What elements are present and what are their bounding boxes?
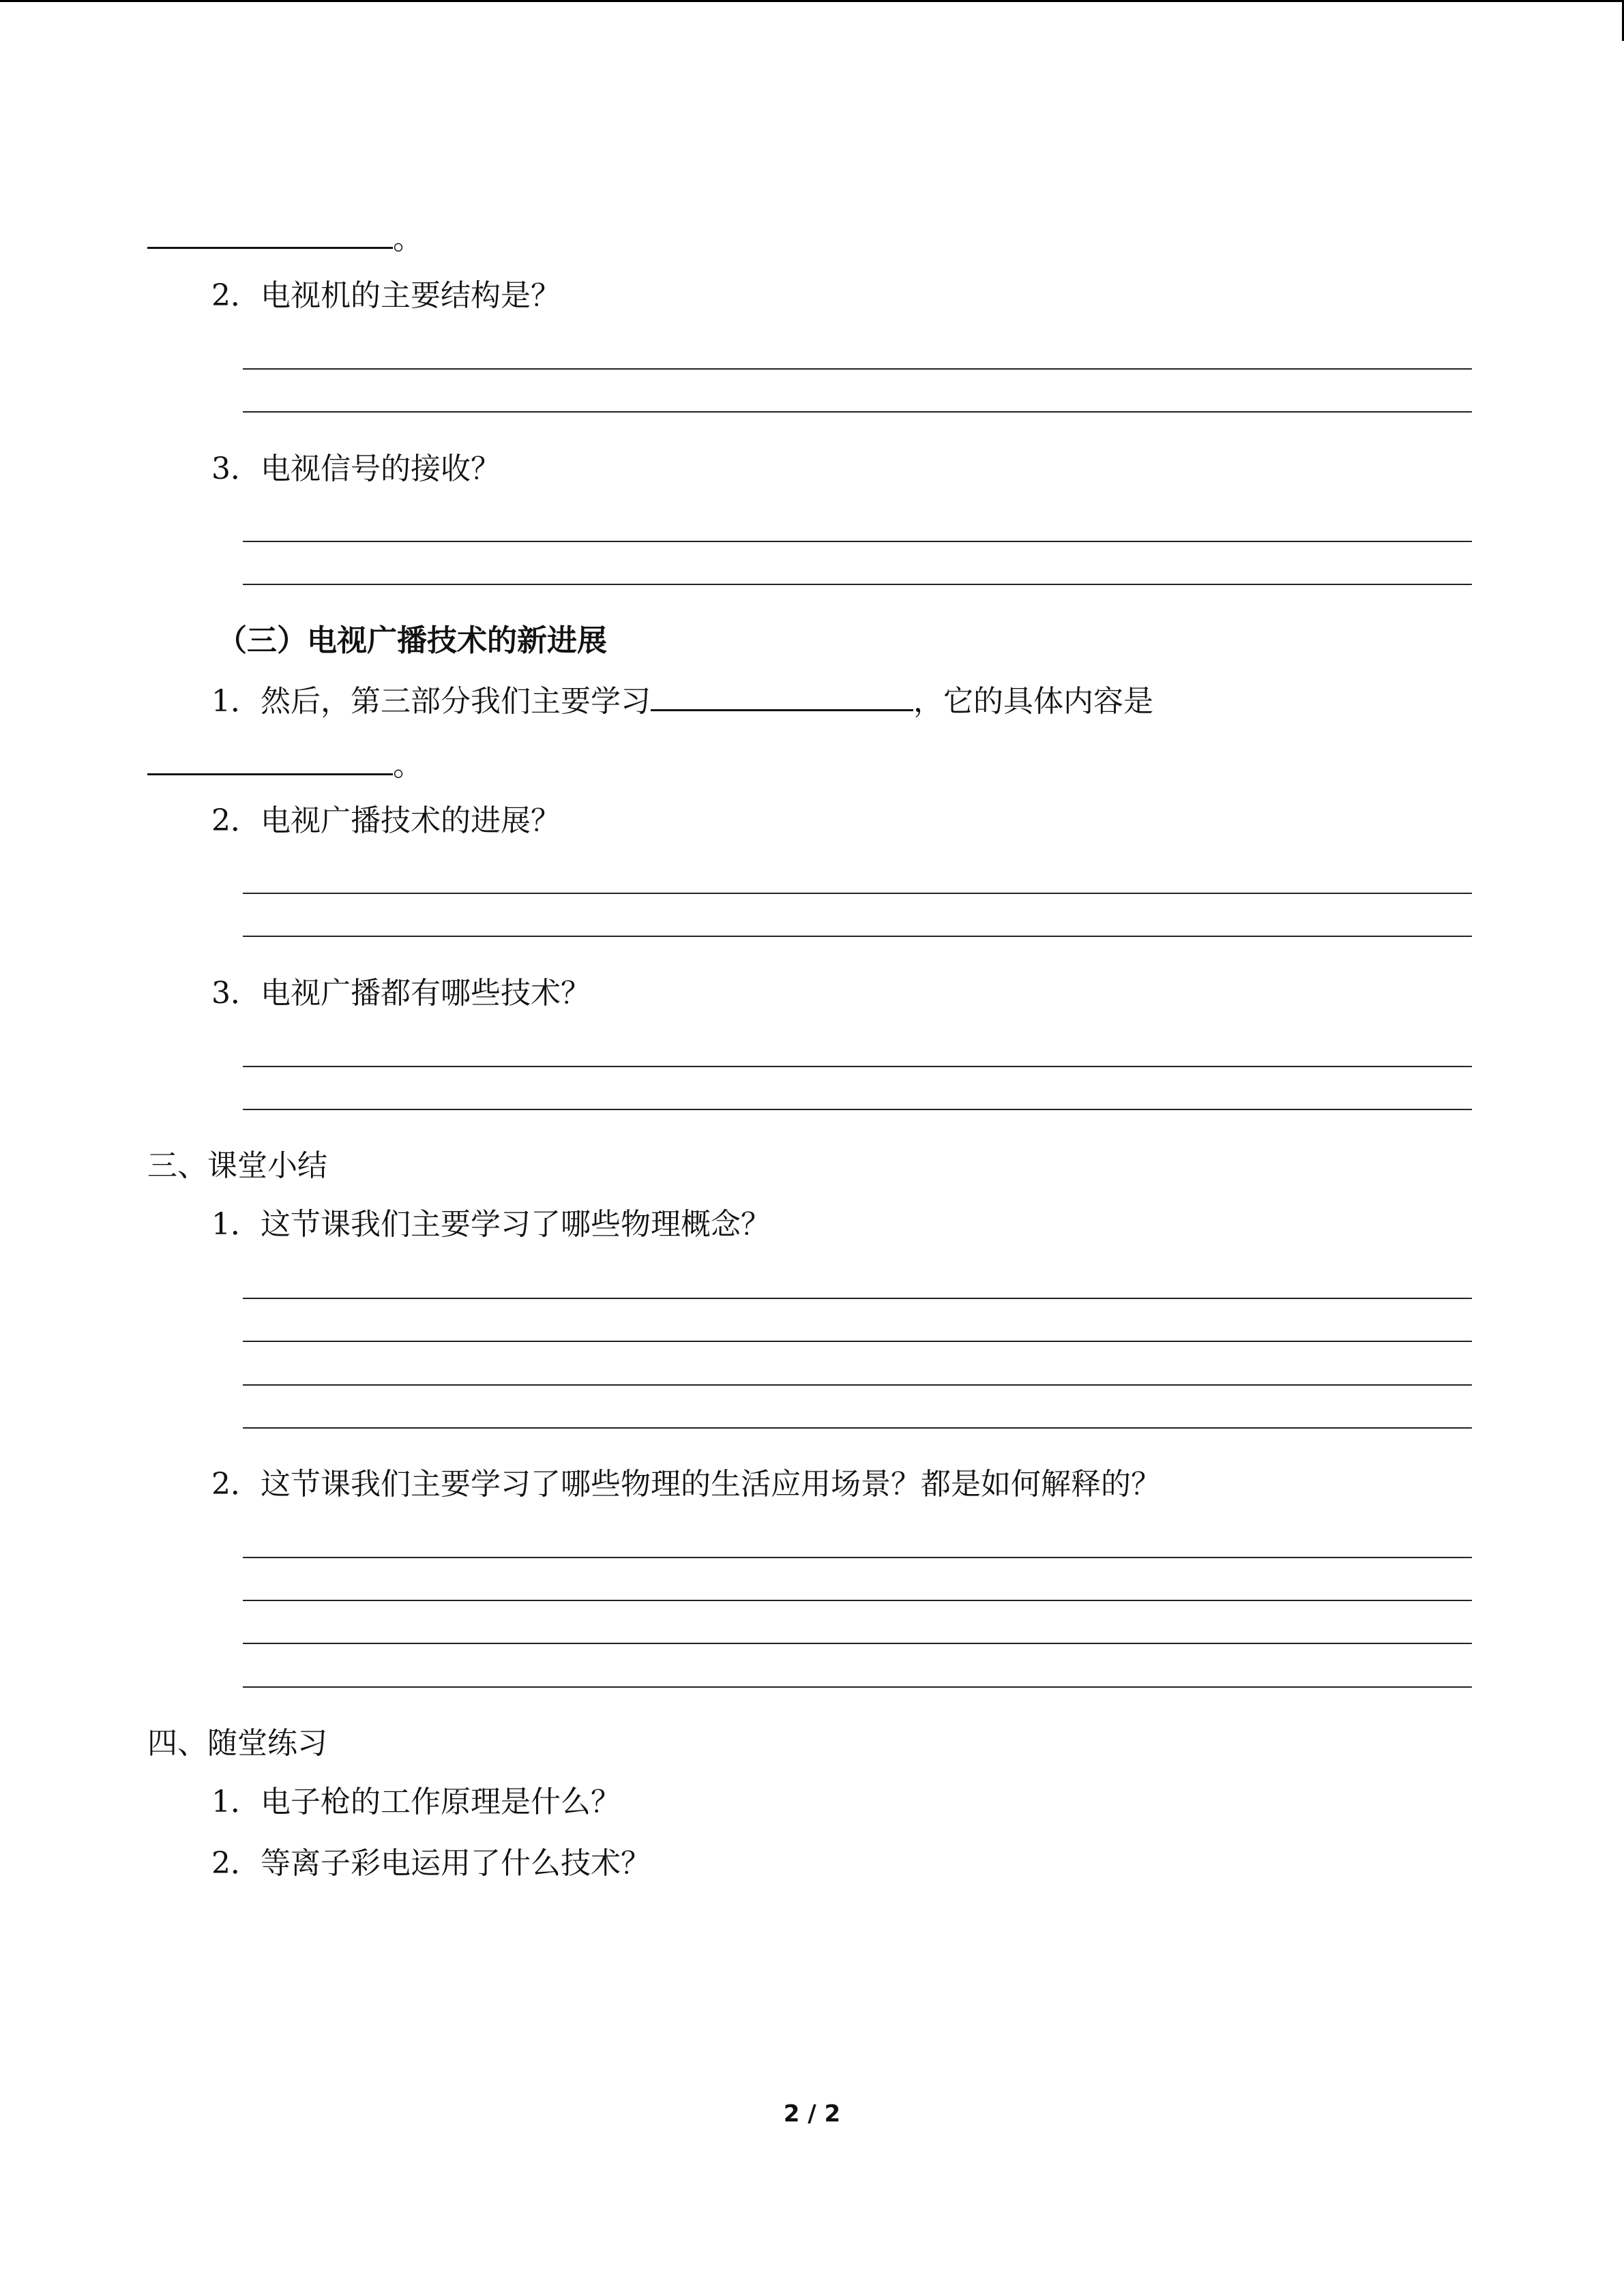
answer-blank[interactable] xyxy=(651,679,913,711)
question-physics-concepts: 1．这节课我们主要学习了哪些物理概念？ xyxy=(211,1207,771,1242)
answer-line[interactable] xyxy=(243,1427,1472,1429)
answer-line[interactable] xyxy=(243,936,1472,937)
answer-line[interactable] xyxy=(243,368,1472,370)
answer-line[interactable] xyxy=(243,1341,1472,1342)
question-electron-gun: 1．电子枪的工作原理是什么？ xyxy=(211,1785,621,1819)
answer-line[interactable] xyxy=(243,1066,1472,1067)
answer-line[interactable] xyxy=(243,1600,1472,1601)
fill-line-continuation: 。 xyxy=(147,743,423,786)
answer-line[interactable] xyxy=(243,1557,1472,1558)
answer-line[interactable] xyxy=(243,541,1472,542)
answer-line[interactable] xyxy=(243,1298,1472,1299)
answer-line[interactable] xyxy=(243,584,1472,585)
question-third-part: 1．然后，第三部分我们主要学习 ，它的具体内容是 xyxy=(211,679,1153,722)
question-life-applications: 2．这节课我们主要学习了哪些物理的生活应用场景？都是如何解释的？ xyxy=(211,1467,1161,1502)
section-heading-summary: 三、课堂小结 xyxy=(147,1148,327,1183)
answer-blank[interactable] xyxy=(147,743,393,775)
section-heading-practice: 四、随堂练习 xyxy=(147,1726,327,1761)
answer-blank[interactable] xyxy=(147,217,393,249)
answer-line[interactable] xyxy=(243,1384,1472,1386)
answer-line[interactable] xyxy=(243,1686,1472,1688)
section-heading-new-progress: （三）电视广播技术的新进展 xyxy=(217,623,607,658)
answer-line[interactable] xyxy=(243,893,1472,894)
question-broadcast-progress: 2．电视广播技术的进展？ xyxy=(211,803,561,838)
question-tv-structure: 2．电视机的主要结构是？ xyxy=(211,278,561,313)
page-number: 2 / 2 xyxy=(783,2100,841,2128)
fill-line-continuation: 。 xyxy=(147,217,423,260)
question-broadcast-technologies: 3．电视广播都有哪些技术？ xyxy=(211,976,591,1011)
answer-line[interactable] xyxy=(243,1109,1472,1110)
answer-line[interactable] xyxy=(243,411,1472,413)
page-top-border xyxy=(0,0,1624,2)
question-plasma-tv: 2．等离子彩电运用了什么技术？ xyxy=(211,1846,651,1881)
answer-line[interactable] xyxy=(243,1643,1472,1644)
question-tv-signal: 3．电视信号的接收？ xyxy=(211,451,501,486)
